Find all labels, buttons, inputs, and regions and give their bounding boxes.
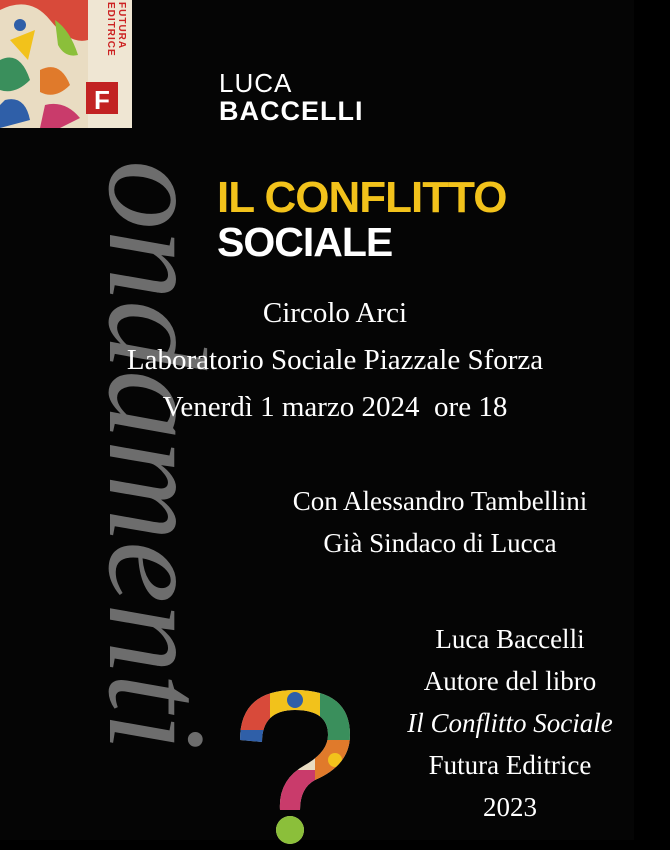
author-last-name: BACCELLI — [219, 96, 364, 126]
author-info-name: Luca Baccelli — [435, 624, 585, 654]
publisher-logo-icon — [84, 80, 120, 116]
author-first-name: LUCA — [219, 68, 293, 98]
series-vertical-text — [0, 160, 234, 850]
guest-name: Con Alessandro Tambellini — [292, 486, 588, 516]
author-info-role: Autore del libro — [423, 666, 597, 696]
book-title — [217, 173, 507, 265]
series-name: ondamenti — [79, 160, 234, 752]
author-info-book-title: Il Conflitto Sociale — [407, 708, 613, 738]
event-venue: Circolo Arci — [262, 297, 408, 329]
guest-role: Già Sindaco di Lucca — [323, 528, 557, 558]
event-place: Laboratorio Sociale Piazzale Sforza — [126, 344, 544, 376]
publisher-logo-letter: F — [94, 85, 110, 115]
book-author — [219, 70, 364, 125]
question-mark-icon — [220, 680, 360, 845]
author-info-year: 2023 — [483, 792, 537, 822]
guest-details — [250, 480, 630, 564]
event-details — [0, 290, 670, 431]
author-info-publisher: Futura Editrice — [428, 750, 592, 780]
author-details — [380, 618, 640, 828]
publisher-name: FUTURA EDITRICE — [105, 2, 127, 57]
book-title-line2: SOCIALE — [217, 219, 393, 265]
cover-illustration — [0, 0, 88, 128]
book-cover-thumbnail — [0, 0, 132, 128]
book-title-line1: IL CONFLITTO — [217, 173, 507, 222]
event-datetime: Venerdì 1 marzo 2024 ore 18 — [162, 391, 508, 423]
